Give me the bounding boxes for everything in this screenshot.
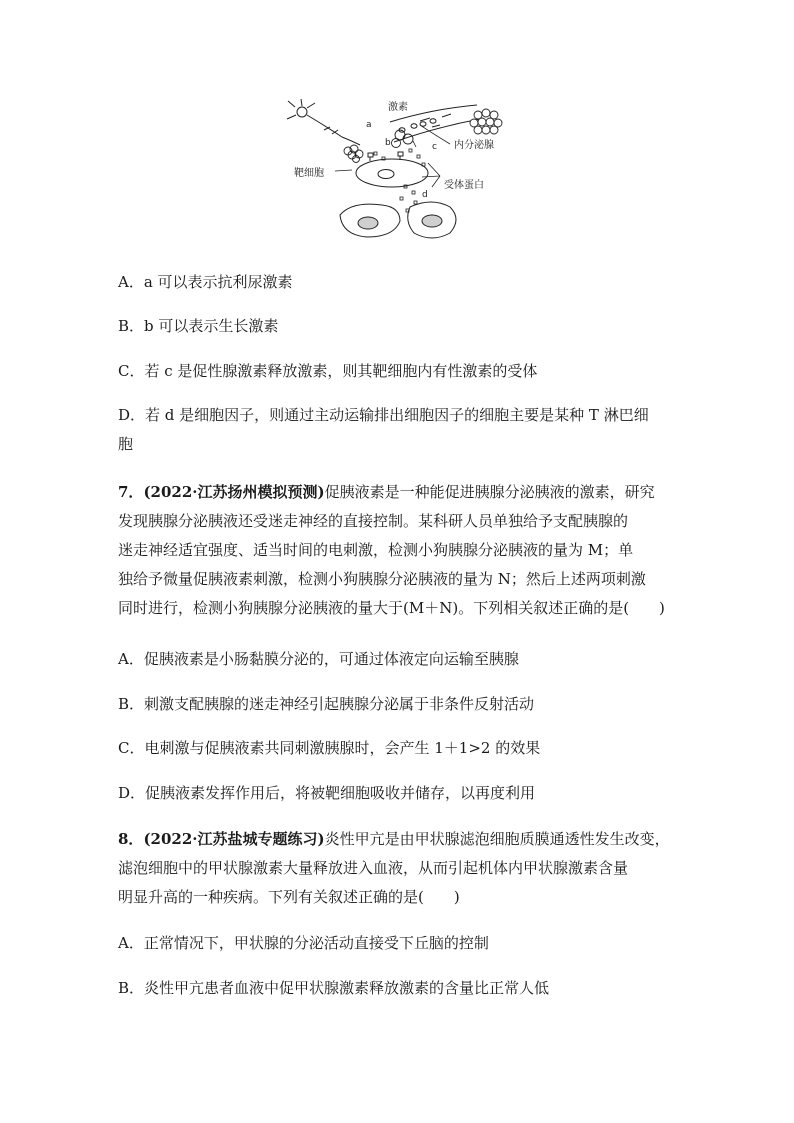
q7-stem-line2: 发现胰腺分泌胰液还受迷走神经的直接控制。某科研人员单独给予支配胰腺的: [118, 512, 629, 530]
q6-option-c: C．若 c 是促性腺激素释放激素，则其靶细胞内有性激素的受体: [118, 362, 538, 380]
q7-option-b: B．刺激支配胰腺的迷走神经引起胰腺分泌属于非条件反射活动: [118, 695, 535, 713]
q8-number: 8．: [118, 830, 144, 848]
q7-stem-line3: 迷走神经适宜强度、适当时间的电刺激，检测小狗胰腺分泌胰液的量为 M；单: [118, 541, 634, 559]
q6-option-b: B．b 可以表示生长激素: [118, 317, 279, 335]
q7-option-c: C．电刺激与促胰液素共同刺激胰腺时，会产生 1＋1>2 的效果: [118, 739, 541, 757]
q7-stem-line1: [118, 482, 655, 502]
q7-number: 7．: [118, 483, 144, 501]
q7-option-a: A．促胰液素是小肠黏膜分泌的，可通过体液定向运输至胰腺: [118, 650, 519, 668]
q7-stem-line5: 同时进行，检测小狗胰腺分泌胰液的量大于(M＋N)。下列相关叙述正确的是( ): [118, 599, 665, 617]
q6-option-d-line2: 胞: [118, 435, 134, 453]
neuron-illustration: [287, 99, 360, 145]
label-b: b: [385, 138, 391, 148]
lower-cells-illustration: [340, 202, 456, 238]
label-c: c: [432, 142, 437, 152]
endocrine-gland-illustration: [470, 109, 502, 134]
q8-stem-line1: [118, 829, 670, 849]
leader-lines: [335, 125, 450, 187]
q7-source: (2022·江苏扬州模拟预测): [143, 483, 325, 501]
q6-option-a: A．a 可以表示抗利尿激素: [118, 273, 293, 291]
q8-option-b: B．炎性甲亢患者血液中促甲状腺激素释放激素的含量比正常人低: [118, 979, 550, 997]
q8-stem-line3: 明显升高的一种疾病。下列有关叙述正确的是( ): [118, 888, 460, 906]
label-endocrine-gland: 内分泌腺: [454, 140, 494, 151]
q8-stem-line2: 滤泡细胞中的甲状腺激素大量释放进入血液，从而引起机体内甲状腺激素含量: [118, 859, 629, 877]
q7-option-d: D．促胰液素发挥作用后，将被靶细胞吸收并储存，以再度利用: [118, 784, 536, 802]
q7-stem-line4: 独给予微量促胰液素刺激，检测小狗胰腺分泌胰液的量为 N；然后上述两项刺激: [118, 570, 646, 588]
label-a: a: [366, 120, 372, 130]
hormone-signaling-diagram: [282, 97, 522, 247]
q6-option-d-line1: D．若 d 是细胞因子，则通过主动运输排出细胞因子的细胞主要是某种 T 淋巴细: [118, 406, 649, 424]
q8-stem-text: 炎性甲亢是由甲状腺滤泡细胞质膜通透性发生改变，: [324, 830, 670, 848]
q7-stem-text: 促胰液素是一种能促进胰腺分泌胰液的激素，研究: [324, 483, 655, 501]
q8-option-a: A．正常情况下，甲状腺的分泌活动直接受下丘脑的控制: [118, 934, 489, 952]
synapse-cluster: [344, 145, 363, 163]
label-target-cell: 靶细胞: [294, 168, 324, 179]
label-receptor-protein: 受体蛋白: [444, 180, 484, 191]
label-hormone: 激素: [388, 102, 408, 113]
q8-source: (2022·江苏盐城专题练习): [143, 830, 325, 848]
label-d: d: [422, 190, 428, 200]
